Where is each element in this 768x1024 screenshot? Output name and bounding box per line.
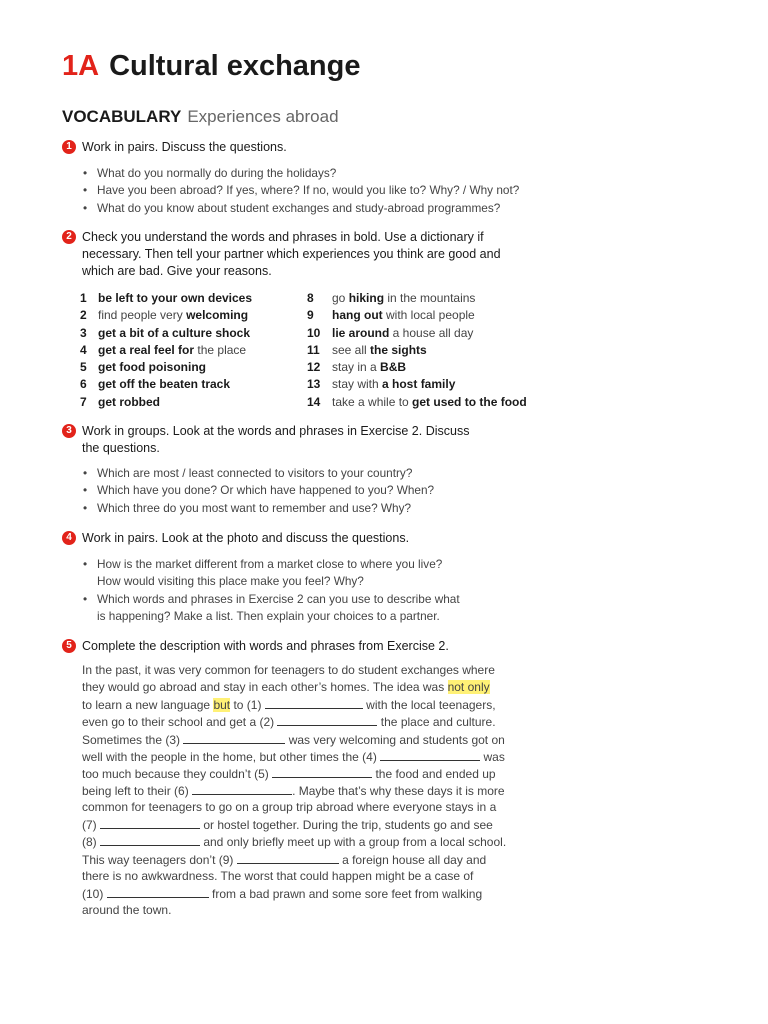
paragraph-text: well with the people in the home, but other times the (4) <box>82 749 381 764</box>
highlighted-text: not only <box>447 680 490 695</box>
answer-blank[interactable] <box>100 833 200 846</box>
exercise-number-badge: 4 <box>62 531 76 545</box>
vocab-item <box>307 376 527 393</box>
list-item: • What do you know about student exchanges and study-abroad programmes? <box>97 200 542 217</box>
vocab-item-number: 10 <box>307 325 321 340</box>
paragraph-text: was <box>480 749 505 764</box>
vocab-phrase-bold: get used to the food <box>412 394 527 409</box>
section-heading <box>62 107 339 127</box>
list-item-line: • How is the market different from a market close to where you live? <box>97 557 443 571</box>
exercise-1-instruction <box>62 139 542 156</box>
paragraph-line <box>82 765 542 782</box>
exercise-number-badge: 3 <box>62 424 76 438</box>
exercise-3 <box>62 423 542 517</box>
paragraph-line <box>82 833 542 850</box>
vocab-phrase-bold: hang out <box>332 308 383 323</box>
paragraph-line <box>82 885 542 902</box>
vocab-item-number: 11 <box>307 342 320 357</box>
question-list <box>62 165 542 217</box>
exercise-4 <box>62 530 542 625</box>
list-item: • What do you normally do during the holidays? <box>97 165 542 182</box>
paragraph-text: they would go abroad and stay in each other’s homes. The idea was <box>82 680 448 695</box>
vocab-item <box>307 325 527 342</box>
vocab-item-number: 4 <box>80 342 87 357</box>
answer-blank[interactable] <box>107 885 209 898</box>
vocab-item-number: 9 <box>307 308 314 323</box>
list-item <box>97 591 542 626</box>
paragraph-text: with the local teenagers, <box>362 698 496 713</box>
vocab-item-number: 12 <box>307 360 321 375</box>
paragraph-line <box>82 662 542 679</box>
exercise-5 <box>62 638 542 655</box>
answer-blank[interactable] <box>192 782 292 795</box>
vocab-text: go <box>332 291 349 305</box>
section-topic: Experiences abroad <box>187 107 339 126</box>
instruction-line: Check you understand the words and phrases in bold. Use a dictionary if <box>82 230 484 244</box>
answer-blank[interactable] <box>237 851 339 864</box>
exercise-2-instruction <box>62 229 542 280</box>
vocab-phrase-bold: the sights <box>370 342 427 357</box>
paragraph-text: This way teenagers don’t (9) <box>82 852 237 867</box>
exercise-5-instruction <box>62 638 542 655</box>
highlighted-text: but <box>213 698 231 713</box>
vocab-text: see all <box>332 342 371 357</box>
exercise-2 <box>62 229 542 280</box>
vocab-item <box>80 325 252 342</box>
exercise-4-instruction <box>62 530 542 547</box>
vocab-item-number: 2 <box>80 308 87 323</box>
paragraph-text: being left to their (6) <box>82 783 193 798</box>
paragraph-line <box>82 679 542 696</box>
vocab-phrase-bold: lie around <box>332 325 390 340</box>
vocab-item <box>80 342 252 359</box>
list-item: • Which are most / least connected to visitors to your country? <box>97 465 542 482</box>
vocab-text: with local people <box>382 308 475 323</box>
paragraph-text: even go to their school and get a (2) <box>82 715 278 730</box>
paragraph-text: there is no awkwardness. The worst that could happen might be a case of <box>82 868 474 883</box>
list-item: • Have you been abroad? If yes, where? If no, would you like to? Why? / Why not? <box>97 182 542 199</box>
paragraph-text: the food and ended up <box>372 766 496 781</box>
exercise-number-badge: 2 <box>62 230 76 244</box>
paragraph-text: common for teenagers to go on a group trip abroad where everyone stays in a <box>82 800 497 815</box>
paragraph-line <box>82 851 542 868</box>
gap-fill-paragraph <box>82 662 542 919</box>
instruction-text: Work in pairs. Look at the photo and discuss the questions. <box>82 531 410 545</box>
instruction-line: the questions. <box>82 441 160 455</box>
answer-blank[interactable] <box>183 731 285 744</box>
paragraph-text: the place and culture. <box>377 715 496 730</box>
vocab-item <box>307 394 527 411</box>
instruction-line: which are bad. Give your reasons. <box>82 264 272 278</box>
paragraph-line <box>82 713 542 730</box>
paragraph-line <box>82 799 542 816</box>
paragraph-text: (7) <box>82 818 100 833</box>
vocab-item <box>80 307 252 324</box>
vocab-item-number: 8 <box>307 291 314 305</box>
instruction-text: Work in pairs. Discuss the questions. <box>82 140 287 154</box>
paragraph-text: (8) <box>82 835 100 850</box>
vocab-text: a house all day <box>389 325 474 340</box>
vocab-column-right <box>307 290 527 411</box>
paragraph-line <box>82 748 542 765</box>
vocab-phrase-bold: get a bit of a culture shock <box>98 325 251 340</box>
answer-blank[interactable] <box>100 816 200 829</box>
vocab-phrase-bold: a host family <box>382 377 456 392</box>
vocab-item <box>307 359 527 376</box>
vocab-item-number: 5 <box>80 360 87 375</box>
exercise-number-badge: 1 <box>62 140 76 154</box>
paragraph-line <box>82 816 542 833</box>
exercise-1 <box>62 139 542 217</box>
list-item: • Which have you done? Or which have happened to you? When? <box>97 482 542 499</box>
paragraph-line <box>82 902 542 919</box>
paragraph-text: from a bad prawn and some sore feet from walking <box>208 886 483 901</box>
vocab-item-number: 7 <box>80 394 87 409</box>
answer-blank[interactable] <box>265 696 363 709</box>
list-item: • Which three do you most want to remember and use? Why? <box>97 500 542 517</box>
list-item <box>97 556 542 591</box>
exercise-number-badge: 5 <box>62 639 76 653</box>
answer-blank[interactable] <box>380 748 480 761</box>
vocab-item-number: 14 <box>307 394 321 409</box>
paragraph-text: a foreign house all day and <box>338 852 487 867</box>
vocab-item <box>307 307 527 324</box>
vocab-text: the place <box>194 342 247 357</box>
paragraph-text: . Maybe that’s why these days it is more <box>292 783 505 798</box>
exercise-3-instruction <box>62 423 542 457</box>
vocab-item-number: 1 <box>80 291 87 305</box>
vocab-column-left <box>80 290 252 411</box>
vocab-phrase-bold: be left to your own devices <box>98 291 253 305</box>
paragraph-text: and only briefly meet up with a group from a local school. <box>200 835 507 850</box>
paragraph-text: around the town. <box>82 902 172 917</box>
vocab-item <box>80 359 252 376</box>
vocab-phrase-bold: get food poisoning <box>98 360 206 375</box>
vocab-text: stay with <box>332 377 383 392</box>
paragraph-text: In the past, it was very common for teenagers to do student exchanges where <box>82 663 495 677</box>
list-item-line: • Which words and phrases in Exercise 2 can you use to describe what <box>97 591 460 606</box>
answer-blank[interactable] <box>277 713 377 726</box>
instruction-line: Work in groups. Look at the words and phrases in Exercise 2. Discuss <box>82 424 470 438</box>
vocab-item <box>80 376 252 393</box>
vocab-phrase-bold: hiking <box>348 291 385 305</box>
section-label: VOCABULARY <box>62 107 182 126</box>
unit-title: Cultural exchange <box>109 50 361 82</box>
paragraph-text: to (1) <box>230 698 265 713</box>
vocab-item <box>307 342 527 359</box>
vocab-phrase-bold: get robbed <box>98 394 160 409</box>
paragraph-line <box>82 731 542 748</box>
vocab-phrase-bold: get a real feel for <box>98 342 195 357</box>
paragraph-text: Sometimes the (3) <box>82 732 184 747</box>
vocab-text: take a while to <box>332 394 413 409</box>
paragraph-text: was very welcoming and students got on <box>285 732 505 747</box>
unit-number: 1A <box>62 50 100 82</box>
list-item-line: How would visiting this place make you feel? Why? <box>97 574 364 589</box>
vocab-item-number: 3 <box>80 325 87 340</box>
vocab-phrase-bold: get off the beaten track <box>98 377 231 392</box>
vocab-phrase-bold: welcoming <box>186 308 249 323</box>
paragraph-text: to learn a new language <box>82 698 214 713</box>
paragraph-text: or hostel together. During the trip, students go and see <box>200 818 493 833</box>
vocab-item <box>80 290 252 307</box>
question-list <box>62 556 542 625</box>
paragraph-line <box>82 782 542 799</box>
vocab-phrase-bold: B&B <box>380 360 407 375</box>
paragraph-text: too much because they couldn’t (5) <box>82 766 273 781</box>
question-list <box>62 465 542 517</box>
paragraph-line <box>82 696 542 713</box>
vocab-text: find people very <box>98 308 187 323</box>
vocab-item-number: 13 <box>307 377 321 392</box>
paragraph-line <box>82 868 542 885</box>
vocab-text: in the mountains <box>384 291 476 305</box>
answer-blank[interactable] <box>272 765 372 778</box>
vocab-item-number: 6 <box>80 377 87 392</box>
list-item-line: is happening? Make a list. Then explain your choices to a partner. <box>97 608 440 623</box>
paragraph-text: (10) <box>82 886 107 901</box>
vocab-item <box>307 290 527 307</box>
page-title <box>62 50 360 83</box>
vocab-item <box>80 394 252 411</box>
instruction-text: Complete the description with words and phrases from Exercise 2. <box>82 639 449 653</box>
instruction-line: necessary. Then tell your partner which experiences you think are good and <box>82 247 501 261</box>
vocab-text: stay in a <box>332 360 381 375</box>
